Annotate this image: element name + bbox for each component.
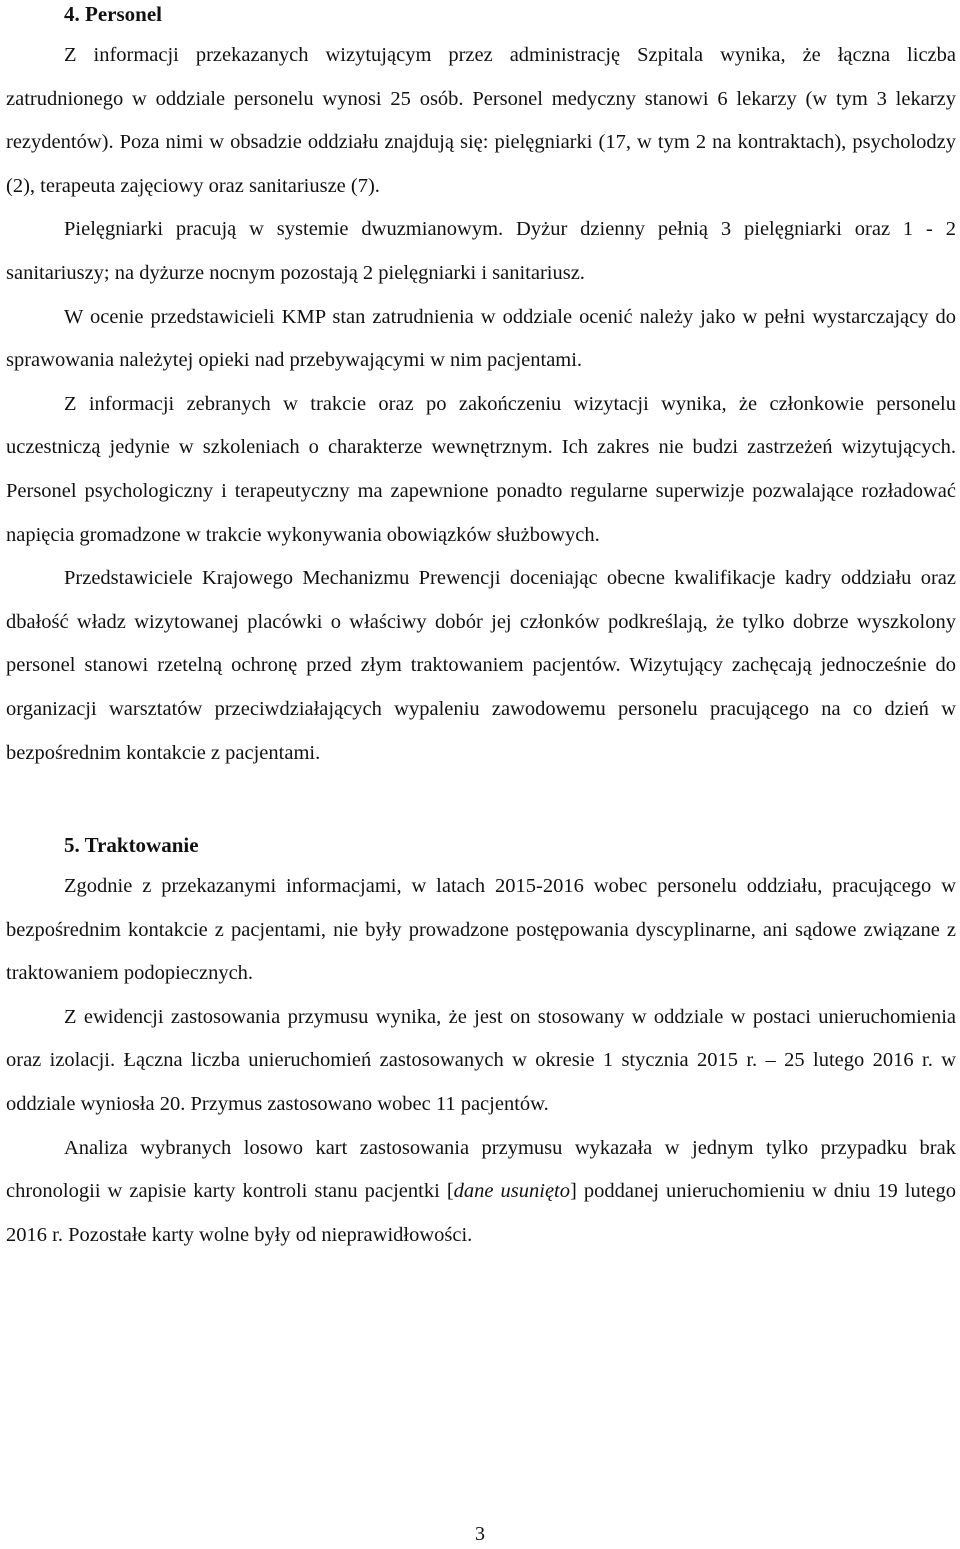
paragraph: Z informacji przekazanych wizytującym przez administrację Szpitala wynika, że łączna liczba zatrudnionego w oddziale personelu wynosi 25 osób. Personel medyczny stanowi 6 lekarzy (w tym 3 lekarzy rezydentów). Poza nimi w obsadzie oddziału znajdują się: pielęgniarki (17, w tym 2 na kontraktach), psycholodzy (2), terapeuta zajęciowy oraz sanitariusze (7). <box>6 44 956 197</box>
paragraph: Zgodnie z przekazanymi informacjami, w latach 2015-2016 wobec personelu oddziału, pracującego w bezpośrednim kontakcie z pacjentami, nie były prowadzone postępowania dyscyplinarne, ani sądowe związane z traktowaniem podopiecznych. <box>6 875 956 985</box>
redaction-note: dane usunięto <box>453 1180 570 1203</box>
paragraph: W ocenie przedstawicieli KMP stan zatrudnienia w oddziale ocenić należy jako w pełni wystarczający do sprawowania należytej opieki nad przebywającymi w nim pacjentami. <box>6 305 956 372</box>
paragraph: Przedstawiciele Krajowego Mechanizmu Prewencji doceniając obecne kwalifikacje kadry oddziału oraz dbałość władz wizytowanej placówki o właściwy dobór jej członków podkreślają, że tylko dobrze wyszkolony personel stanowi rzetelną ochronę przed złym traktowaniem pacjentów. Wizytujący zachęcają jednocześnie do organizacji warsztatów przeciwdziałających wypaleniu zawodowemu personelu pracującego na co dzień w bezpośrednim kontakcie z pacjentami. <box>6 567 956 764</box>
section-heading-personel: 4. Personel <box>64 2 162 26</box>
section-heading-traktowanie: 5. Traktowanie <box>64 833 199 858</box>
paragraph: Z ewidencji zastosowania przymusu wynika, że jest on stosowany w oddziale w postaci unieruchomienia oraz izolacji. Łączna liczba unieruchomień zastosowanych w okresie 1 stycznia 2015 r. – 25 lutego 2016 r. w oddziale wyniosła 20. Przymus zastosowano wobec 11 pacjentów. <box>6 1005 956 1116</box>
page-number: 3 <box>475 1523 485 1545</box>
document-page <box>6 0 956 1257</box>
paragraph-text: Analiza wybranych losowo kart zastosowania przymusu wykazała w jednym tylko przypadku brak chronologii w zapisie karty kontroli stanu pacjentki [ <box>6 1136 956 1203</box>
paragraph: Z informacji zebranych w trakcie oraz po zakończeniu wizytacji wynika, że członkowie personelu uczestniczą jedynie w szkoleniach o charakterze wewnętrznym. Ich zakres nie budzi zastrzeżeń wizytujących. Personel psychologiczny i terapeutyczny ma zapewnione ponadto regularne superwizje pozwalające rozładować napięcia gromadzone w trakcie wykonywania obowiązków służbowych. <box>6 392 956 546</box>
paragraph-text: ] poddanej unieruchomieniu w dniu 19 lutego 2016 r. Pozostałe karty wolne były od nieprawidłowości. <box>6 1180 956 1246</box>
paragraph <box>6 1127 956 1258</box>
paragraph: Pielęgniarki pracują w systemie dwuzmianowym. Dyżur dzienny pełnią 3 pielęgniarki oraz 1 - 2 sanitariuszy; na dyżurze nocnym pozostają 2 pielęgniarki i sanitariusz. <box>6 218 956 284</box>
